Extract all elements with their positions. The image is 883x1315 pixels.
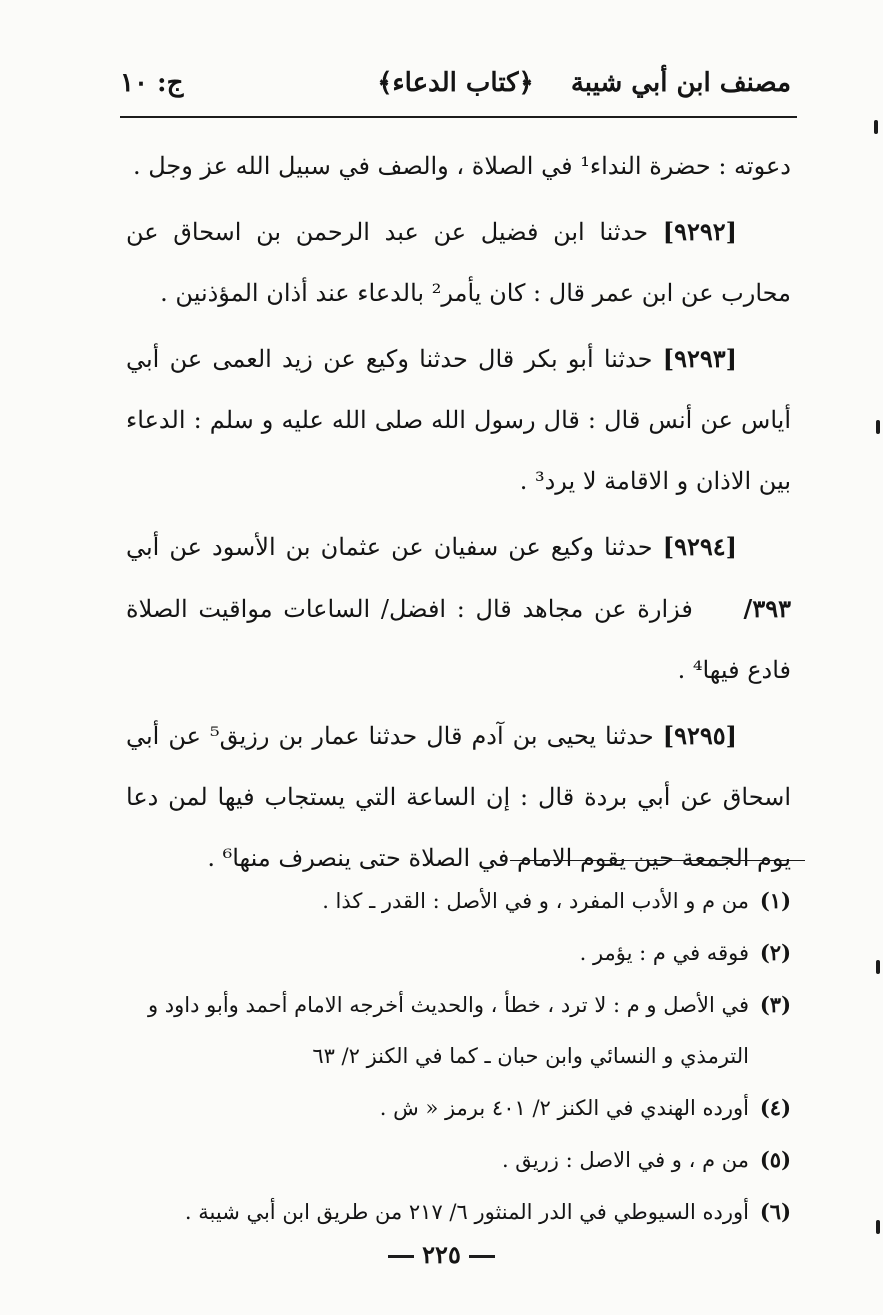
continuation-paragraph: دعوته : حضرة النداء¹ في الصلاة ، والصف في سبيل الله عز وجل . xyxy=(132,152,791,180)
footnote-rule xyxy=(510,860,805,861)
footnotes xyxy=(126,875,791,1238)
page-number-dash xyxy=(388,1255,414,1258)
hadith-paragraph xyxy=(126,328,791,512)
scan-edge-mark xyxy=(876,420,880,434)
footnote-number: (٥) xyxy=(759,1147,791,1172)
footnote-number: (٦) xyxy=(759,1199,791,1224)
hadith-text: حدثنا أبو بكر قال حدثنا وكيع عن زيد العمى عن أبي أياس عن أنس قال : قال رسول الله صلى الله عليه و سلم : الدعاء بين الاذان و الاقامة لا يرد³ . xyxy=(126,345,791,495)
footnote xyxy=(126,1186,791,1238)
footnote-text: في الأصل و م : لا ترد ، خطأ ، والحديث أخرجه الامام أحمد وأبو داود و الترمذي و النسائي وابن حبان ـ كما في الكنز ٢/ ٦٣ xyxy=(147,993,749,1068)
header-rule xyxy=(120,116,797,118)
hadith-number: [٩٢٩٣] xyxy=(662,344,737,373)
footnote-number: (٤) xyxy=(759,1095,791,1120)
hadith-number: [٩٢٩٢] xyxy=(662,217,737,246)
footnote xyxy=(126,1082,791,1134)
footnote-text: من م ، و في الاصل : زريق . xyxy=(501,1148,749,1172)
footnote xyxy=(126,1134,791,1186)
scan-edge-mark xyxy=(876,1220,880,1234)
footnote-number: (١) xyxy=(759,888,791,913)
footnote-text: أورده الهندي في الكنز ٢/ ٤٠١ برمز « ش . xyxy=(379,1096,749,1120)
footnote xyxy=(126,875,791,927)
main-text xyxy=(126,136,791,893)
footnote-text: من م و الأدب المفرد ، و في الأصل : القدر ـ كذا . xyxy=(322,889,749,913)
volume-label: ج: ١٠ xyxy=(120,68,184,98)
hadith-text: حدثنا وكيع عن سفيان عن عثمان بن الأسود عن أبي xyxy=(126,533,653,561)
hadith-text: فزارة عن مجاهد قال : افضل/ الساعات مواقيت الصلاة فادع فيها⁴ . xyxy=(126,595,791,684)
scan-edge-mark xyxy=(874,120,878,134)
hadith-text: حدثنا ابن فضيل عن عبد الرحمن بن اسحاق عن محارب عن ابن عمر قال : كان يأمر² بالدعاء عند أذان المؤذنين . xyxy=(126,218,791,307)
running-header xyxy=(120,62,791,112)
hadith-paragraph xyxy=(126,201,791,324)
hadith-text: حدثنا يحيى بن آدم قال حدثنا عمار بن رزيق⁵ عن أبي اسحاق عن أبي بردة قال : إن الساعة التي يستجاب فيها لمن دعا يوم الجمعة حين يقوم الامام في الصلاة حتى ينصرف منها⁶ . xyxy=(126,722,791,872)
footnote xyxy=(126,979,791,1082)
book-title: مصنف ابن أبي شيبة xyxy=(570,68,791,98)
footnote-text: فوقه في م : يؤمر . xyxy=(579,941,749,965)
footnote xyxy=(126,927,791,979)
page-number xyxy=(0,1240,883,1269)
hadith-paragraph xyxy=(126,705,791,889)
footnote-text: أورده السيوطي في الدر المنثور ٦/ ٢١٧ من طريق ابن أبي شيبة . xyxy=(184,1200,749,1224)
hadith-number: [٩٢٩٥] xyxy=(662,721,738,750)
page-number-dash xyxy=(469,1255,495,1258)
margin-reference: ٣٩٣/ xyxy=(743,594,791,623)
hadith-number: [٩٢٩٤] xyxy=(662,532,737,561)
section-title: ﴿كتاب الدعاء﴾ xyxy=(377,68,534,98)
footnote-number: (٢) xyxy=(759,940,791,965)
hadith-paragraph xyxy=(126,516,791,701)
page-number-value: ٢٢٥ xyxy=(422,1240,461,1269)
scan-edge-mark xyxy=(876,960,880,974)
footnote-number: (٣) xyxy=(759,992,791,1017)
